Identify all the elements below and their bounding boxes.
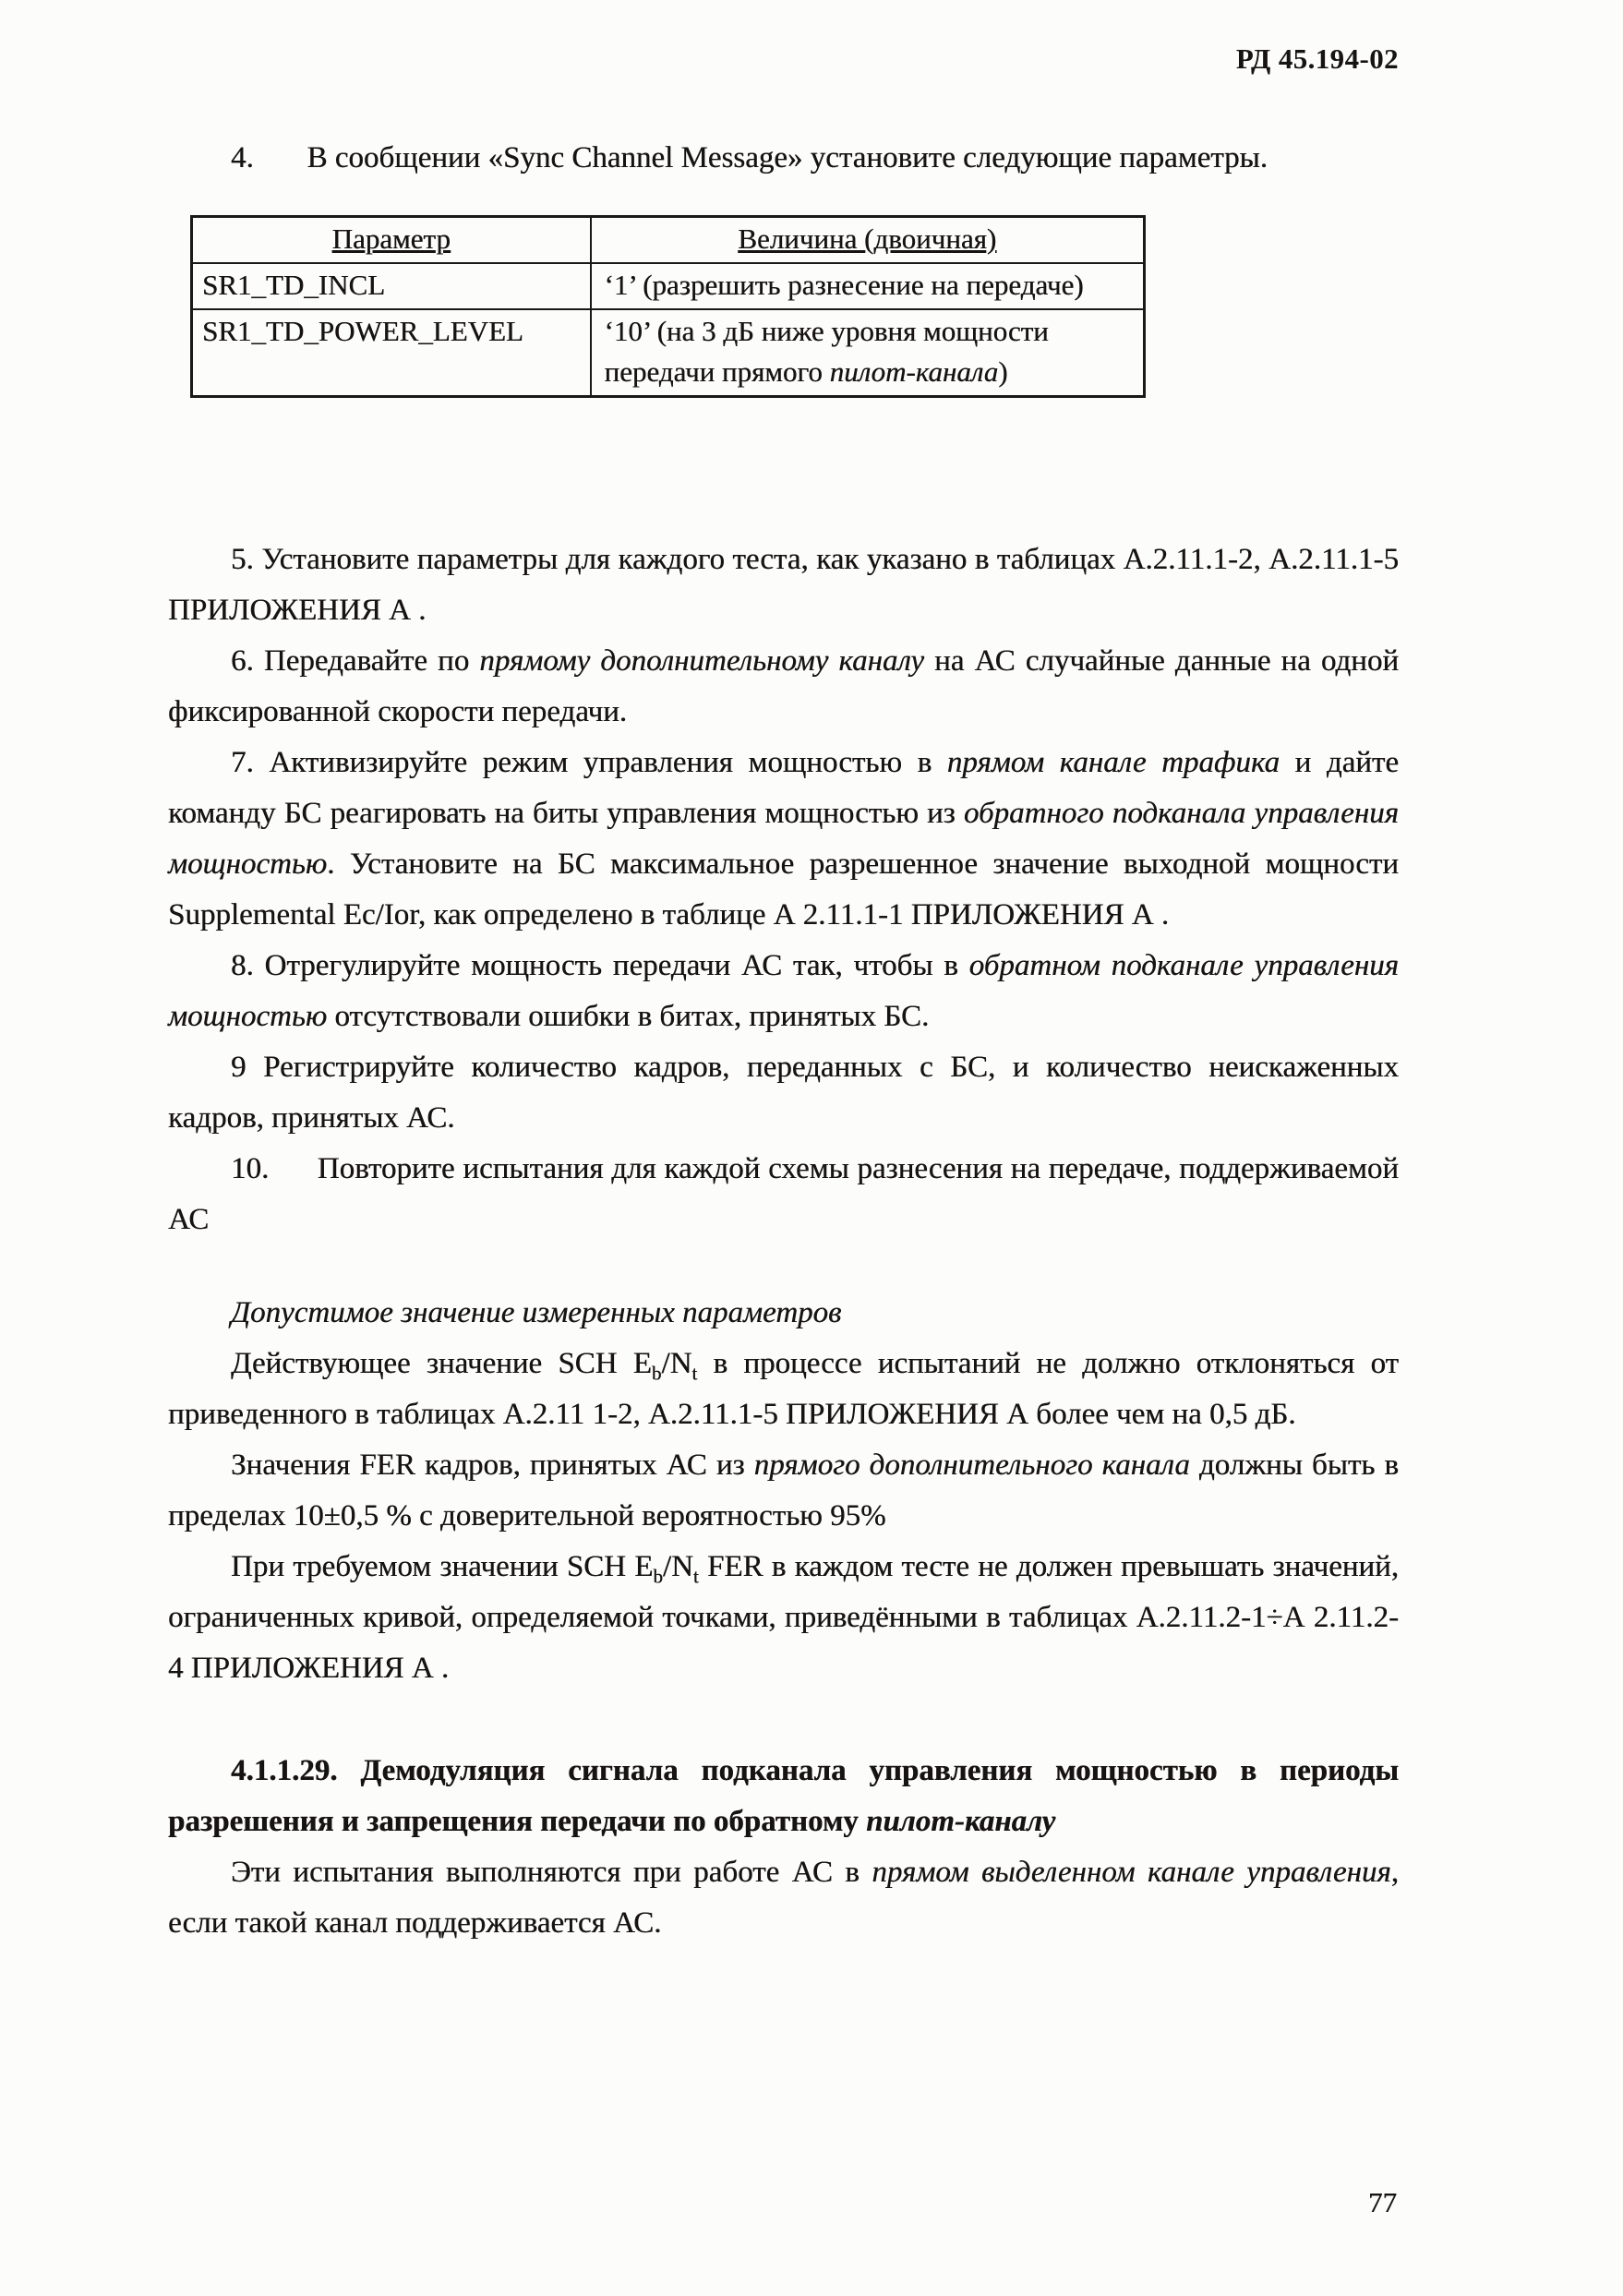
paragraph-step-10: 10. Повторите испытания для каждой схемы разнесения на передаче, поддерживаемой АС bbox=[168, 1152, 1399, 1236]
column-header-parameter: Параметр bbox=[192, 217, 591, 264]
paragraph-step-5: 5. Установите параметры для каждого теста, как указано в таблицах А.2.11.1-2, А.2.11.1-5 ПРИЛОЖЕНИЯ А . bbox=[168, 543, 1399, 627]
section-4-1-1-29-heading: 4.1.1.29. Демодуляция сигнала подканала управления мощностью в периоды разрешения и запрещения передачи по обратному пилот-каналу bbox=[168, 1754, 1399, 1838]
section-4-1-1-29-paragraph: Эти испытания выполняются при работе АС в прямом выделенном канале управления, если такой канал поддерживается АС. bbox=[168, 1856, 1399, 1940]
paragraph-step-4: 4. В сообщении «Sync Channel Message» установите следующие параметры. bbox=[231, 141, 1268, 174]
table-row bbox=[192, 263, 1145, 309]
paragraph-step-6: 6. Передавайте по прямому дополнительному каналу на АС случайные данные на одной фиксированной скорости передачи. bbox=[168, 644, 1399, 728]
doc-code: РД 45.194-02 bbox=[1235, 42, 1399, 75]
paragraph-step-7: 7. Активизируйте режим управления мощностью в прямом канале трафика и дайте команду БС реагировать на биты управления мощностью из обратного подканала управления мощностью. Установите на БС максимальное разрешенное значение выходной мощности Supplemental Ec/Ior, как определено в таблице А 2.11.1-1 ПРИЛОЖЕНИЯ А . bbox=[168, 746, 1399, 932]
allowed-values-paragraph-2: Значения FER кадров, принятых АС из прямого дополнительного канала должны быть в пределах 10±0,5 % с доверительной вероятностью 95% bbox=[168, 1449, 1399, 1533]
table-row bbox=[192, 309, 1145, 397]
page-number: 77 bbox=[1368, 2186, 1397, 2218]
allowed-values-paragraph-3: При требуемом значении SCH $E_b/N_t$ FER в каждом тесте не должен превышать значений, ограниченных кривой, определяемой точками, приведёнными в таблицах А.2.11.2-1÷А 2.11.2-4 ПРИЛОЖЕНИЯ А . bbox=[168, 1550, 1399, 1685]
document-body bbox=[168, 133, 1399, 1949]
param-value-cell: ‘1’ (разрешить разнесение на передаче) bbox=[591, 263, 1145, 309]
paragraph-step-9: 9 Регистрируйте количество кадров, переданных с БС, и количество неискаженных кадров, принятых АС. bbox=[168, 1051, 1399, 1135]
table-header-row bbox=[192, 217, 1145, 264]
param-value-cell: ‘10’ (на 3 дБ ниже уровня мощности передачи прямого пилот-канала) bbox=[591, 309, 1145, 397]
sync-channel-parameters-table bbox=[190, 215, 1146, 398]
column-header-value: Величина (двоичная) bbox=[591, 217, 1145, 264]
paragraph-step-8: 8. Отрегулируйте мощность передачи АС так, чтобы в обратном подканале управления мощностью отсутствовали ошибки в битах, принятых БС. bbox=[168, 949, 1399, 1033]
param-name-cell: SR1_TD_INCL bbox=[192, 263, 591, 309]
allowed-values-heading: Допустимое значение измеренных параметров bbox=[231, 1296, 842, 1329]
param-name-cell: SR1_TD_POWER_LEVEL bbox=[192, 309, 591, 397]
allowed-values-paragraph-1: Действующее значение SCH $E_b/N_t$ в процессе испытаний не должно отклоняться от приведенного в таблицах А.2.11 1-2, А.2.11.1-5 ПРИЛОЖЕНИЯ А более чем на 0,5 дБ. bbox=[168, 1347, 1399, 1431]
